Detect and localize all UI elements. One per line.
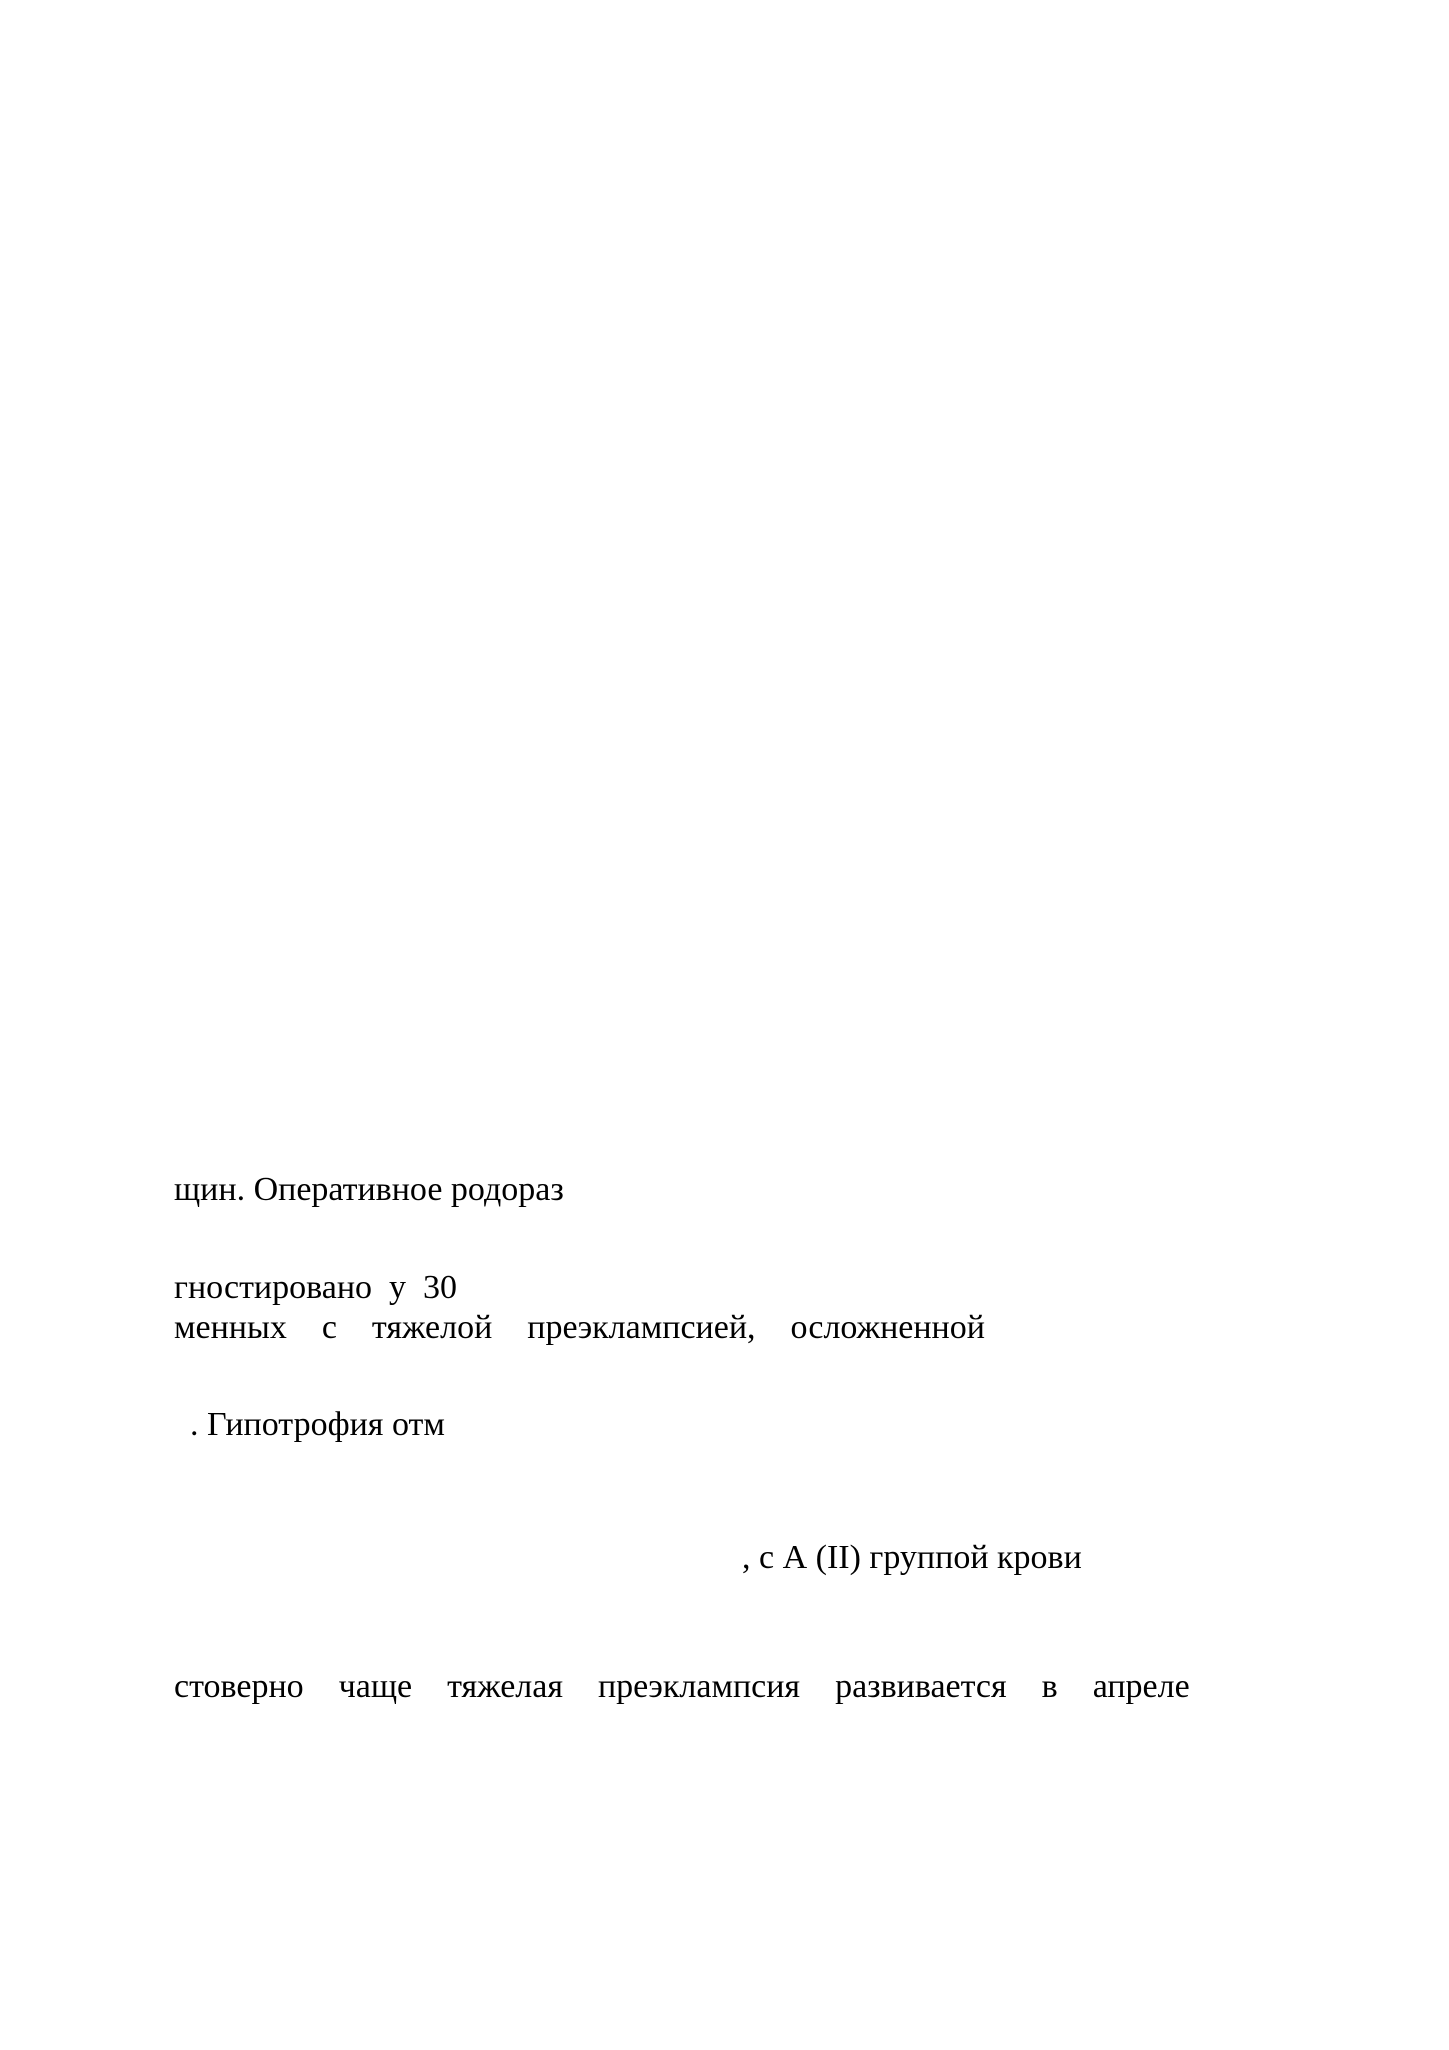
text-line-2: гностировано у 30 [174,1269,458,1306]
text-line-3: менных с тяжелой преэклампсией, осложненной [174,1309,985,1346]
text-line-5: , с А (II) группой крови [742,1539,1082,1576]
text-line-1: щин. Оперативное родораз [174,1171,564,1208]
text-line-6: стоверно чаще тяжелая преэклампсия развивается в апреле [174,1668,1190,1705]
text-line-4: . Гипотрофия отм [190,1406,445,1443]
